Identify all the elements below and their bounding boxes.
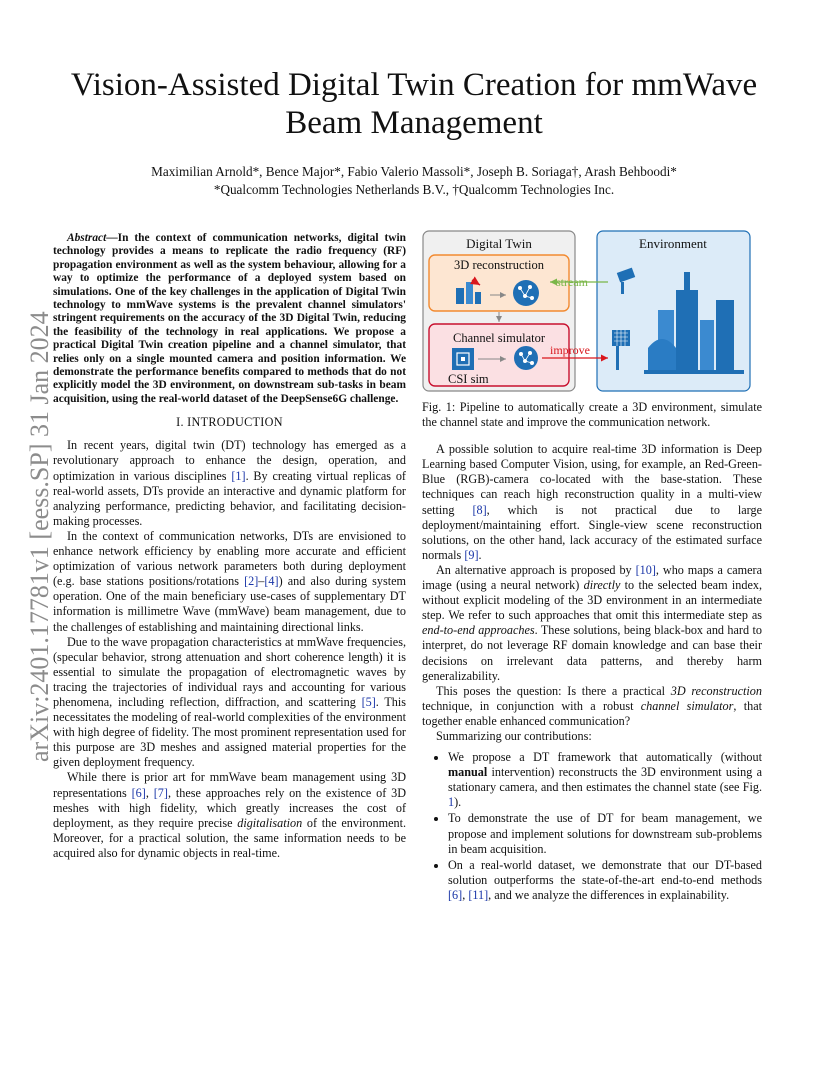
citation-link[interactable]: [10] (635, 562, 656, 577)
citation-link[interactable]: [1] (231, 468, 246, 483)
citation-link[interactable]: [4] (264, 574, 279, 589)
arxiv-sidebar (18, 290, 58, 770)
citation-link[interactable]: [6] (131, 785, 146, 800)
citation-link[interactable]: [6] (448, 887, 463, 902)
intro-paragraph-4: While there is prior art for mmWave beam management using 3D representations [6], [7], these approaches rely on the existence of 3D meshes with high fidelity, which greatly increases the cost of deployment, as they require precise digitalisation of the environment. Moreover, for a practical solution, the same information needs to be acquired also for dynamic objects in real-time. (53, 770, 407, 860)
right-paragraph-4: Summarizing our contributions: (436, 728, 592, 743)
left-column (53, 232, 406, 861)
right-paragraph-1: A possible solution to acquire real-time 3D information is Deep Learning based Computer Vision, using, for example, an Red-Green-Blue (RGB)-camera co-located with the base-station. These techniques can reach high reconstruction quality in a multi-view setting [8], which is not practical due to large deployment/maintaining effort. Single-view scene reconstruction solutions, on the other hand, lack accuracy of the estimated surface normals [9]. (422, 442, 762, 562)
citation-link[interactable]: [9] (464, 547, 479, 562)
digital-twin-label: Digital Twin (466, 236, 532, 251)
pipeline-diagram (422, 230, 762, 392)
citation-link[interactable]: [11] (468, 887, 489, 902)
right-paragraph-2: An alternative approach is proposed by [10], who maps a camera image (using a neural network) directly to the selected beam index, without explicit modeling of the 3D environment in an intermediate step. We refer to such approaches that omit this intermediate step as end-to-end approaches. These solutions, being black-box and hard to interpret, do not leverage RF domain knowledge and can base their decisions on irrelevant data patterns, and thereby harm generalizability. (422, 562, 762, 683)
neural-network-icon (514, 346, 538, 370)
neural-network-icon (513, 280, 539, 306)
title-line-2: Beam Management (285, 105, 543, 141)
right-paragraph-3: This poses the question: Is there a practical 3D reconstruction technique, in conjunction with a robust channel simulator, that together enable enhanced communication? (422, 683, 762, 728)
citation-link[interactable]: [7] (153, 785, 168, 800)
csi-sim-label: CSI sim (448, 372, 489, 386)
title-line-1: Vision-Assisted Digital Twin Creation for mmWave (70, 67, 758, 103)
arxiv-identifier: arXiv:2401.17781v1 [eess.SP] 31 Jan 2024 (25, 311, 54, 762)
figure-link[interactable]: 1 (448, 795, 455, 810)
intro-paragraph-2: In the context of communication networks, DTs are envisioned to enhance network efficiency by enabling more accurate and efficient optimization of various network parameters both during deployment (e.g. base stations positions/rotations [2]–[4]) and also during system operation. One of the main beneficiary use-cases of supplementary DT information is millimetre Wave (mmWave) beam management, due to the challenges of establishing and maintaining directional links. (53, 528, 407, 634)
contributions-list (422, 750, 762, 903)
abstract-text: —In the context of communication networks, digital twin technology provides a means to replicate the radio frequency (RF) propagation environment as well as the system behaviour, allowing for a way to optimize the performance of a deployed system based on simulations. One of the key challenges in the application of Digital Twin technology to mmWave systems is the prevalent channel simulators' stringent requirements on the accuracy of the 3D Digital Twin, reducing the feasibility of the technology in real applications. We propose a practical Digital Twin creation pipeline and a channel simulator, that relies only on a single mounted camera and position information. We demonstrate the performance benefits compared to methods that do not explicitly model the 3D environment, on downstream sub-tasks in beam acquisition, using the real-world dataset of the DeepSense6G challenge. (53, 232, 406, 405)
author-block (60, 163, 768, 199)
figure-1-caption: Fig. 1: Pipeline to automatically create a 3D environment, simulate the channel state and improve the communication network. (422, 400, 762, 430)
arxiv-sidebar-graphic (18, 290, 58, 770)
list-item: • On a real-world dataset, we demonstrate that our DT-based solution outperforms the state-of-the-art end-to-end methods [6], [11], and we analyze the differences in explainability. (448, 858, 762, 903)
figure-1 (422, 230, 762, 392)
stream-label: stream (556, 275, 588, 289)
citation-link[interactable]: [5] (361, 694, 376, 709)
abstract (53, 232, 406, 406)
citation-link[interactable]: [2] (244, 574, 259, 589)
intro-paragraph-1: In recent years, digital twin (DT) technology has emerged as a revolutionary approach to enhance the design, operation, and optimization in various disciplines [1]. By creating virtual replicas of real-world assets, DTs provide an interactive and dynamic platform for analyzing performance, predicting behavior, and facilitating decision-making processes. (53, 438, 406, 528)
right-column (422, 230, 762, 904)
abstract-label: Abstract (67, 232, 107, 244)
channel-simulator-label: Channel simulator (453, 331, 545, 345)
paper-title (60, 66, 768, 142)
environment-label: Environment (639, 236, 707, 251)
reconstruction-label: 3D reconstruction (454, 258, 544, 272)
intro-paragraph-3: Due to the wave propagation characteristics at mmWave frequencies, (specular behavior, strong attenuation and short coherence length) it is essential to simulate the propagation of electromagnetic waves by tracing the trajectories of individual rays and accounting for various phenomena, including reflection, diffraction, and scattering [5]. This necessitates the modeling of real-world complexities of the environment with high degree of fidelity. The most prominent representation used for this purpose are 3D meshes and assigned material properties for the given deployment frequency. (53, 634, 406, 770)
author-list: Maximilian Arnold*, Bence Major*, Fabio Valerio Massoli*, Joseph B. Soriaga†, Arash Behboodi* (151, 164, 677, 179)
list-item: • To demonstrate the use of DT for beam management, we propose and implement solutions for downstream sub-problems in beam acquisition. (448, 811, 762, 856)
section-heading-introduction: I. INTRODUCTION (176, 415, 283, 430)
affiliation-list: *Qualcomm Technologies Netherlands B.V., †Qualcomm Technologies Inc. (213, 182, 615, 197)
csi-chip-icon (452, 348, 474, 370)
citation-link[interactable]: [8] (472, 502, 487, 517)
improve-label: improve (550, 343, 590, 357)
list-item: • We propose a DT framework that automatically (without manual intervention) reconstructs the 3D environment using a stationary camera, and then estimates the channel state (see Fig. 1). (448, 750, 762, 810)
